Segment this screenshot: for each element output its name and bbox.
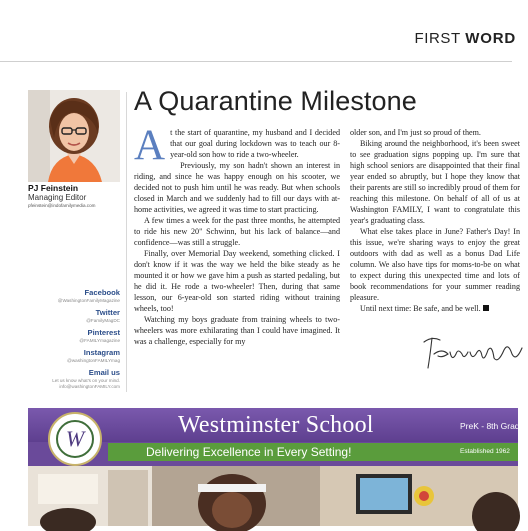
section-header-light: FIRST <box>414 30 461 47</box>
article-paragraph: What else takes place in June? Father's Day! In this issue, we're sharing ways to enjoy the great outdoors with dad as well as a bonus Dad Life column. We also have tips for moms-to-be on what to expect during this unexpected time and lots of book recommendations for your summer reading pleasure. <box>350 227 520 302</box>
social-handle[interactable]: @washingtonFAMILYmag <box>67 358 120 363</box>
article-headline: A Quarantine Milestone <box>134 86 417 116</box>
ad-photo-image <box>152 466 320 526</box>
social-email-address[interactable]: info@washingtonFAMILY.com <box>59 384 120 389</box>
ad-photo-image <box>28 466 152 526</box>
social-handle[interactable]: @FAMILYmagazine <box>79 338 120 343</box>
ad-photo-student <box>152 466 320 526</box>
article-paragraph: Watching my boys graduate from training wheels to two-wheelers was more exhilarating than I could have imagined. It was a challenge, especially for my <box>134 315 340 346</box>
author-email[interactable]: pfeinstein@indofamilymedia.com <box>28 203 96 208</box>
social-twitter[interactable] <box>20 308 120 323</box>
section-header <box>414 30 516 47</box>
lead-text: t the start of quarantine, my husband and I decided that our goal during lockdown was to teach our 8-year-old son how to ride a two-wheeler. <box>170 128 340 159</box>
author-title: Managing Editor <box>28 193 87 202</box>
closing-text: Until next time: Be safe, and be well. <box>360 304 481 313</box>
crest-letter: W <box>56 420 94 458</box>
school-crest-icon <box>48 412 102 466</box>
column-divider <box>126 92 127 392</box>
social-instagram[interactable] <box>20 348 120 363</box>
article-column-2 <box>350 127 520 314</box>
ad-photo-computer <box>320 466 518 526</box>
article-column-1 <box>134 122 340 347</box>
social-handle[interactable]: @WashingtonFamilyMagazine <box>57 298 120 303</box>
ad-school-name: Westminster School <box>178 412 374 438</box>
social-network-label: Email us <box>88 368 120 377</box>
ad-photo-image <box>320 466 518 526</box>
social-network-label: Twitter <box>95 308 120 317</box>
section-header-bold: WORD <box>465 30 516 47</box>
editor-signature <box>418 328 528 376</box>
social-pinterest[interactable] <box>20 328 120 343</box>
social-network-label: Instagram <box>83 348 120 357</box>
article-paragraph: older son, and I'm just so proud of them. <box>350 128 481 137</box>
social-handle[interactable]: @FamilyMagDC <box>86 318 120 323</box>
social-network-label: Facebook <box>84 288 120 297</box>
article-paragraph: Previously, my son hadn't shown an interest in riding, and since he was happy enough on his scooter, we decided not to push him until he was ready. But when schools closed in March and we suddenly had to fill our days with at-home activities, we agreed it was time to start practicing. <box>134 161 340 214</box>
drop-cap: A <box>134 122 166 169</box>
ad-established: Established 1962 <box>460 448 510 455</box>
social-handle: Let us know what's on your mind. <box>52 378 120 383</box>
author-photo <box>28 90 120 182</box>
article-paragraph: Finally, over Memorial Day weekend, something clicked. I don't know if it was the way we held the bike steady as he mounted it or how we gave him a push as started pedaling, but he did it. He rode a two-wheeler! Then, during that same lesson, our 6-year-old son started riding without training wheels, too! <box>134 249 340 313</box>
westminster-school-ad[interactable] <box>28 408 525 518</box>
end-mark-icon <box>483 305 489 311</box>
social-network-label: Pinterest <box>87 328 120 337</box>
header-divider <box>0 61 512 62</box>
article-paragraph: A few times a week for the past three months, he attempted to ride his new 20" Schwinn, but his lack of balance—and confidence—was still a struggle. <box>134 216 340 247</box>
author-rail <box>0 90 120 390</box>
article-closing <box>350 303 520 314</box>
social-facebook[interactable] <box>20 288 120 303</box>
ad-photo-classroom <box>28 466 152 526</box>
article-paragraph: Biking around the neighborhood, it's been sweet to see graduation signs popping up. I'm sure that high school seniors are disappointed that their final year ended so abruptly, but I hope they know that their parents are still so incredibly proud of them for reaching this milestone. On behalf of all of us at Washington FAMILY, I want to congratulate this year's graduating class. <box>350 139 520 225</box>
ad-tagline: Delivering Excellence in Every Setting! <box>146 445 352 459</box>
ad-grades: PreK - 8th Grade <box>460 421 525 431</box>
author-portrait-image <box>28 90 120 182</box>
author-name: PJ Feinstein <box>28 183 79 193</box>
social-email[interactable] <box>20 368 120 389</box>
article-lead-paragraph <box>134 122 340 169</box>
